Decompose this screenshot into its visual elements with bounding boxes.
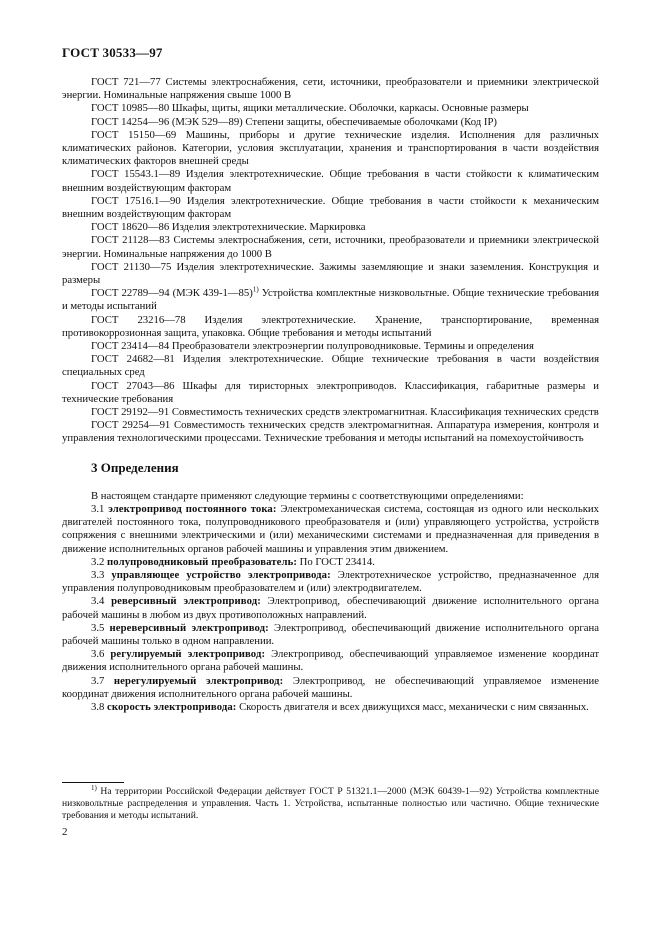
definition-item [62,675,599,701]
definition-number: 3.7 [91,674,105,687]
definition-item [62,701,599,714]
reference-item: ГОСТ 29254—91 Совместимость технических средств электромагнитная. Аппаратура измерения, контроля и управления технологическими процессами. Технические требования и методы испытаний на помехоустойчивость [62,419,599,445]
definition-item [62,503,599,556]
reference-item: ГОСТ 721—77 Системы электроснабжения, сети, источники, преобразователи и приемники электрической энергии. Номинальные напряжения свыше 1000 В [62,76,599,102]
footnote [62,783,599,822]
reference-item: ГОСТ 10985—80 Шкафы, щиты, ящики металлические. Оболочки, каркасы. Основные размеры [91,102,529,115]
reference-item: ГОСТ 21128—83 Системы электроснабжения, сети, источники, преобразователи и приемники электрической энергии. Номинальные напряжения до 1000 В [62,234,599,260]
definition-item [62,595,599,621]
footnote-marker: 1) [91,783,97,792]
definition-term: нерегулируемый электропривод: [113,674,284,687]
reference-item: ГОСТ 29192—91 Совместимость технических средств электромагнитная. Классификация технических средств [91,406,599,419]
definition-item [62,648,599,674]
definition-text: Электропривод, обеспечивающий управляемое изменение координат движения исполнительного органа рабочей машины. [62,648,600,674]
definition-number: 3.2 [91,555,105,568]
reference-item: ГОСТ 17516.1—90 Изделия электротехнические. Общие требования в части стойкости к механическим внешним воздействующим факторам [62,194,599,221]
reference-item: ГОСТ 23414—84 Преобразователи электроэнергии полупроводниковые. Термины и определения [91,340,534,353]
definition-term: регулируемый электропривод: [110,648,266,661]
page-number: 2 [62,826,68,838]
reference-item: ГОСТ 24682—81 Изделия электротехнические. Общие технические требования в части воздействия специальных сред [62,353,599,379]
reference-title: Устройства комплектные низковольтные. Общие технические требования и методы испытаний [62,287,599,313]
definition-number: 3.8 [91,700,105,713]
footnote-text-block [62,783,599,822]
definition-text: Электропривод, не обеспечивающий управляемое изменение координат движения исполнительного органа рабочей машины. [62,674,600,700]
definition-term: управляющее устройство электропривода: [111,568,331,581]
definition-term: реверсивный электропривод: [111,595,261,608]
reference-item: ГОСТ 15543.1—89 Изделия электротехнические. Общие требования в части стойкости к климатическим внешним воздействующим факторам [62,168,599,194]
definition-term: скорость электропривода: [107,700,237,713]
definitions-list [62,490,599,714]
definitions-intro: В настоящем стандарте применяют следующие термины с соответствующими определениями: [91,489,524,502]
definition-term: электропривод постоянного тока: [108,502,277,515]
definition-item [62,622,599,648]
definition-text: Электротехническое устройство, предназначенное для управления полупроводниковым преобразователем и (или) электродвигателем. [62,568,599,595]
definition-text: Электропривод, обеспечивающий движение исполнительного органа рабочей машины только в одном направлении. [62,621,600,647]
definition-text: Электромеханическая система, состоящая из одного или нескольких двигателей постоянного тока, полупроводникового преобразователя и (или) управляющего устройства, устройств сопряжения с внешними электрическими и (или) механическими системами и предназначенная для приведения в движение исполнительных органов рабочей машины и управления этим движением. [62,502,599,555]
definition-text: Электропривод, обеспечивающий движение исполнительного органа рабочей машины в любом из двух противоположных направлений. [62,595,600,621]
definition-number: 3.1 [91,502,105,515]
definition-number: 3.4 [91,595,105,608]
definition-item [62,556,599,569]
footnote-marker: 1) [252,285,259,294]
definition-term: нереверсивный электропривод: [109,621,269,634]
definition-text: По ГОСТ 23414. [296,555,375,568]
reference-item: ГОСТ 14254—96 (МЭК 529—89) Степени защиты, обеспечиваемые оболочками (Код IP) [91,115,497,128]
definition-text: Скорость двигателя и всех движущихся масс, механически с ним связанных. [236,700,589,713]
reference-item: ГОСТ 21130—75 Изделия электротехнические. Зажимы заземляющие и знаки заземления. Конструкция и размеры [62,260,599,287]
reference-item-with-footnote [62,287,599,313]
definition-term: полупроводниковый преобразователь: [107,555,297,568]
reference-item: ГОСТ 27043—86 Шкафы для тиристорных электроприводов. Классификация, габаритные размеры и технические требования [62,379,599,405]
section-heading: 3 Определения [91,459,179,475]
document-body [62,76,599,714]
definition-item [62,569,599,595]
footnote-text: На территории Российской Федерации действует ГОСТ Р 51321.1—2000 (МЭК 60439-1—92) Устройства комплектные низковольтные распределения и управления. Часть 1. Устройства, испытанные полностью или частично. Общие технические требования и методы испытаний. [62,786,599,821]
definition-number: 3.5 [91,621,105,634]
reference-item: ГОСТ 18620—86 Изделия электротехнические. Маркировка [91,221,366,234]
reference-item: ГОСТ 15150—69 Машины, приборы и другие технические изделия. Исполнения для различных климатических районов. Категории, условия эксплуатации, хранения и транспортирования в части воздействия климатических факторов внешней среды [62,128,599,168]
reference-item: ГОСТ 23216—78 Изделия электротехнические. Хранение, транспортирование, временная противокоррозионная защита, упаковка. Общие требования и методы испытаний [62,313,599,339]
definition-number: 3.6 [91,648,105,661]
document-header: ГОСТ 30533—97 [62,45,163,60]
normative-references [62,76,599,446]
definition-number: 3.3 [91,568,105,581]
reference-code: ГОСТ 22789—94 (МЭК 439-1—85) [91,287,253,300]
